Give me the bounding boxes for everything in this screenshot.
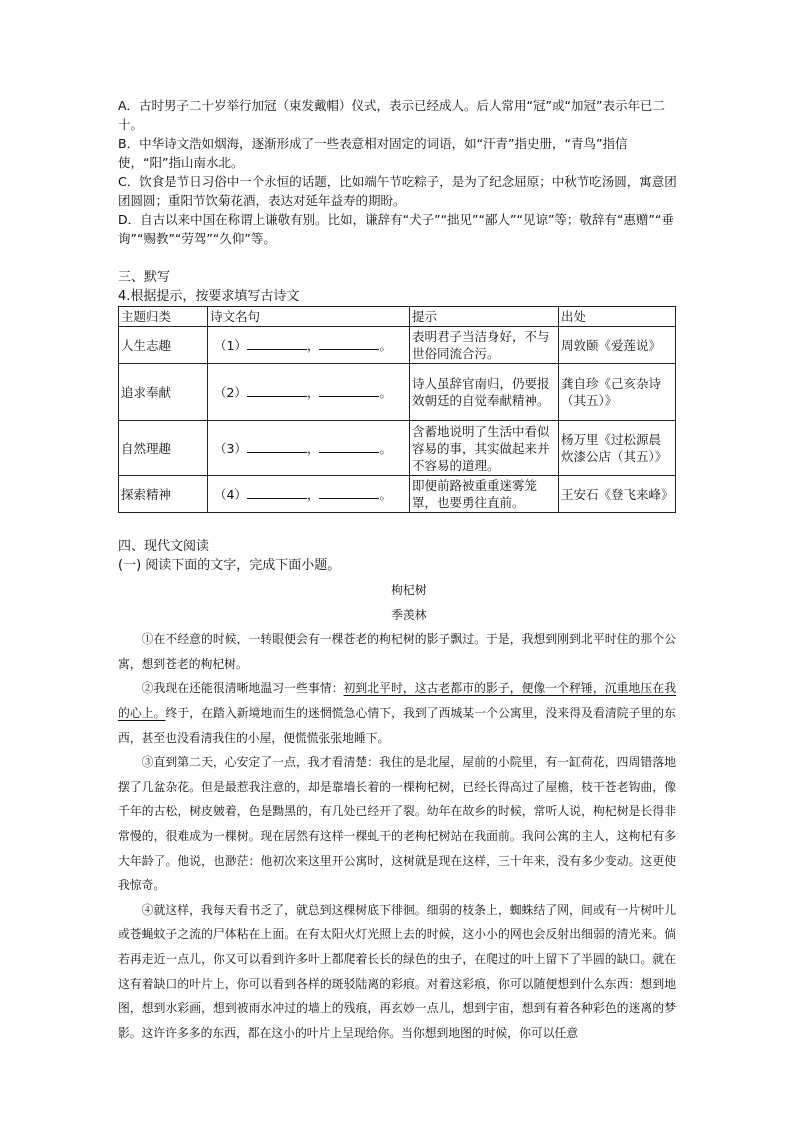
header-source: 出处 bbox=[559, 307, 676, 327]
row-verse-blanks: （1） ， 。 bbox=[208, 327, 410, 364]
row-hint: 即便前路被重重迷雾笼罩，也要勇往直前。 bbox=[410, 476, 559, 513]
fill-blank[interactable] bbox=[319, 486, 379, 499]
row-hint: 诗人虽辞官南归，仍要报效朝廷的自觉奉献精神。 bbox=[410, 364, 559, 421]
option-b: B．中华诗文浩如烟海，逐渐形成了一些表意相对固定的词语，如“汗青”指史册，“青鸟”指信使，“阳”指山南水北。 bbox=[118, 136, 628, 170]
row-theme: 人生志趣 bbox=[119, 327, 208, 364]
table-row bbox=[119, 476, 676, 513]
row-verse-blanks: （3） ， 。 bbox=[208, 421, 410, 476]
table-header-row bbox=[119, 307, 676, 327]
fill-blank[interactable] bbox=[247, 440, 307, 453]
header-hint: 提示 bbox=[410, 307, 559, 327]
row-verse-blanks: （4） ， 。 bbox=[208, 476, 410, 513]
underlined-sentence: 初到北平时，这古老都市的影子，便像一个秤锤，沉重地压在我的心上。 bbox=[118, 681, 676, 720]
essay-author: 季羡林 bbox=[391, 607, 427, 622]
section-3-heading: 三、默写 bbox=[118, 270, 171, 285]
row-theme: 追求奉献 bbox=[119, 364, 208, 421]
row-theme: 自然理趣 bbox=[119, 421, 208, 476]
question-4: 4.根据提示，按要求填写古诗文 bbox=[118, 289, 300, 304]
table-row bbox=[119, 364, 676, 421]
row-verse-blanks: （2） ， 。 bbox=[208, 364, 410, 421]
header-verse: 诗文名句 bbox=[208, 307, 410, 327]
reading-instruction: (一) 阅读下面的文字，完成下面小题。 bbox=[118, 558, 341, 573]
table-row bbox=[119, 327, 676, 364]
option-d: D．自古以来中国在称谓上谦敬有别。比如，谦辞有“犬子”“拙见”“鄙人”“见谅”等；敬辞有“惠赠”“垂询”“赐教”“劳驾”“久仰”等。 bbox=[118, 212, 674, 246]
section-4-heading: 四、现代文阅读 bbox=[118, 539, 210, 554]
fill-blank[interactable] bbox=[247, 486, 307, 499]
row-source: 龚自珍《己亥杂诗（其五）》 bbox=[559, 364, 676, 421]
essay-passage bbox=[118, 578, 676, 1045]
fill-blank[interactable] bbox=[319, 337, 379, 350]
essay-title: 枸杞树 bbox=[391, 583, 427, 597]
fill-blank[interactable] bbox=[319, 440, 379, 453]
fill-blank[interactable] bbox=[247, 384, 307, 397]
row-hint: 表明君子当洁身好，不与世俗同流合污。 bbox=[410, 327, 559, 364]
answer-options bbox=[118, 96, 678, 248]
option-a: A．古时男子二十岁举行加冠（束发戴帽）仪式，表示已经成人。后人常用“冠”或“加冠”表示年已二十。 bbox=[118, 98, 665, 132]
row-hint: 含蓄地说明了生活中看似容易的事，其实做起来并不容易的道理。 bbox=[410, 421, 559, 476]
header-theme: 主题归类 bbox=[119, 307, 208, 327]
fill-blank[interactable] bbox=[319, 384, 379, 397]
row-source: 周敦颐《爱莲说》 bbox=[559, 327, 676, 364]
row-theme: 探索精神 bbox=[119, 476, 208, 513]
essay-paragraph-3: ③直到第二天，心安定了一点，我才看清楚：我住的是北屋，屋前的小院里，有一缸荷花，四周错落地摆了几盆杂花。但是最惹我注意的，却是靠墙长着的一棵枸杞树，已经长得高过了屋檐，枝干苍老钩曲，像千年的古松，树皮皴着，色是黝黑的，有几处已经开了裂。幼年在故乡的时候，常听人说，枸杞树是长得非常慢的，很难成为一棵树。现在居然有这样一棵虬干的老枸杞树站在我面前。我问公寓的主人，这枸杞有多大年龄了。他说，也渺茫：他初次来这里开公寓时，这树就是现在这样，三十年来，没有多少变动。这更使我惊奇。 bbox=[118, 755, 676, 893]
row-source: 杨万里《过松源晨炊漆公店（其五）》 bbox=[559, 421, 676, 476]
row-source: 王安石《登飞来峰》 bbox=[559, 476, 676, 513]
poetry-fill-table bbox=[118, 306, 676, 513]
essay-paragraph-2: ②我现在还能很清晰地温习一些事情：初到北平时，这古老都市的影子，便像一个秤锤，沉重地压在我的心上。终于，在踏入新境地而生的迷惘慌急心情下，我到了西城某一个公寓里，没来得及看清院子里的东西，甚至也没看清我住的小屋，便慌慌张张地睡下。 bbox=[118, 681, 676, 745]
option-c: C．饮食是节日习俗中一个永恒的话题，比如端午节吃粽子，是为了纪念屈原；中秋节吃汤圆，寓意团团圆圆；重阳节饮菊花酒，表达对延年益寿的期盼。 bbox=[118, 174, 677, 208]
essay-paragraph-4: ④就这样，我每天看书乏了，就总到这棵树底下徘徊。细弱的枝条上，蜘蛛结了网，间或有一片树叶儿或苍蝇蚊子之流的尸体粘在上面。在有太阳火灯光照上去的时候，这小小的网也会反射出细弱的清光来。倘若再走近一点儿，你又可以看到许多叶上都爬着长长的绿色的虫子，在爬过的叶上留下了半圆的缺口。就在这有着缺口的叶片上，你可以看到各样的斑驳陆离的彩痕。对着这彩痕，你可以随便想到什么东西：想到地图，想到水彩画，想到被雨水冲过的墙上的残痕，再玄妙一点儿，想到宇宙，想到有着各种彩色的迷离的梦影。这许许多多的东西，都在这小的叶片上呈现给你。当你想到地图的时候，你可以任意 bbox=[118, 902, 676, 1040]
essay-paragraph-1: ①在不经意的时候，一转眼便会有一棵苍老的枸杞树的影子飘过。于是，我想到刚到北平时住的那个公寓，想到苍老的枸杞树。 bbox=[118, 632, 676, 671]
fill-blank[interactable] bbox=[247, 337, 307, 350]
table-row bbox=[119, 421, 676, 476]
